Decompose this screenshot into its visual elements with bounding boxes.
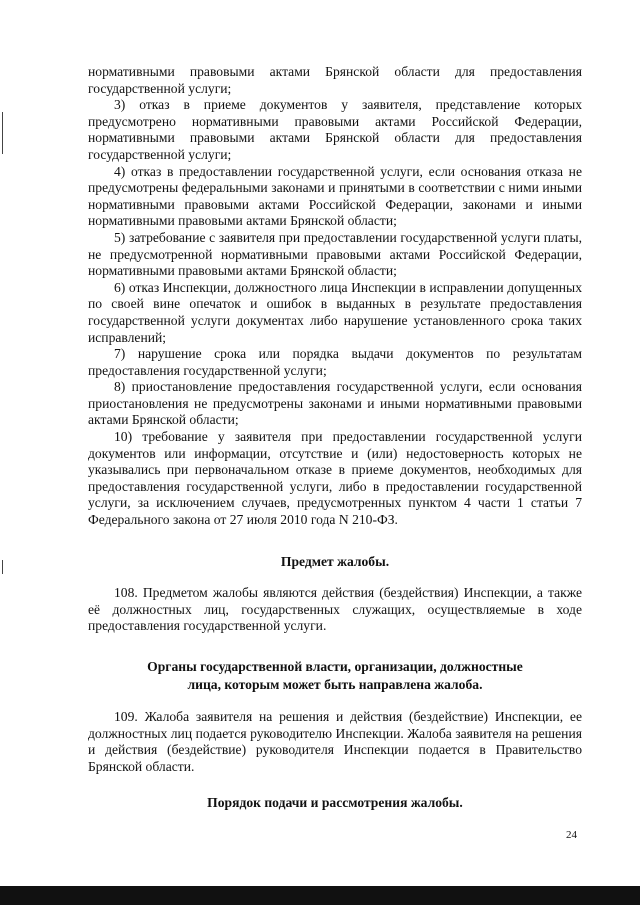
list-item-4: 4) отказ в предоставлении государственной услуги, если основания отказа не предусмотрены федеральными законами и принятыми в соответствии с ними иными нормативными правовыми актами Российской Федерации, законами и иными нормативными правовыми актами Брянской области; [88,163,582,229]
list-item-10: 10) требование у заявителя при предоставлении государственной услуги документов или информации, отсутствие и (или) недостоверность которых не указывались при первоначальном отказе в приеме документов, необходимых для предоставления государственной услуги, либо в предоставлении государственной услуги, за исключением случаев, предусмотренных пунктом 4 части 1 статьи 7 Федерального закона от 27 июля 2010 года N 210-ФЗ. [88,429,582,528]
list-item-3: 3) отказ в приеме документов у заявителя, представление которых предусмотрено нормативными правовыми актами Российской Федерации, нормативными правовыми актами Брянской области для предоставления государственной услуги; [88,97,582,162]
page-number: 24 [566,829,577,841]
section-heading-procedure: Порядок подачи и рассмотрения жалобы. [207,795,463,810]
paragraph-108-block [88,585,582,635]
list-item-7: 7) нарушение срока или порядка выдачи документов по результатам предоставления государственной услуги; [88,346,582,378]
list-item-6: 6) отказ Инспекции, должностного лица Инспекции в исправлении допущенных по своей вине опечаток и ошибок в выданных в результате предоставления государственной услуги документах либо нарушение установленного срока таких исправлений; [88,279,582,345]
paragraph-108: 108. Предметом жалобы являются действия (бездействия) Инспекции, а также её должностных лиц, государственных служащих, осуществляемые в ходе предоставления государственной услуги. [88,585,582,634]
section-heading-bodies-line-2: лица, которым может быть направлена жалоба. [187,677,483,692]
section-heading-bodies-line-1: Органы государственной власти, организации, должностные [147,659,523,674]
list-section [88,64,582,529]
list-item-8: 8) приостановление предоставления государственной услуги, если основания приостановления не предусмотрены законами и иными нормативными правовыми актами Брянской области; [88,379,582,428]
list-item-5: 5) затребование с заявителя при предоставлении государственной услуги платы, не предусмотренной нормативными правовыми актами Российской Федерации, нормативными правовыми актами Брянской области; [88,229,582,279]
scan-edge-mark-lower [2,560,3,574]
paragraph-109: 109. Жалоба заявителя на решения и действия (бездействие) Инспекции, ее должностных лиц подается руководителю Инспекции. Жалоба заявителя на решения и действия (бездействие) руководителя Инспекции подается в Правительство Брянской области. [88,709,582,774]
scan-bottom-edge [0,886,640,905]
paragraph-109-block [88,709,582,775]
list-item-continuation: нормативными правовыми актами Брянской области для предоставления государственной услуги; [88,64,582,96]
scan-edge-mark-upper [2,112,3,154]
section-heading-subject: Предмет жалобы. [280,554,390,569]
